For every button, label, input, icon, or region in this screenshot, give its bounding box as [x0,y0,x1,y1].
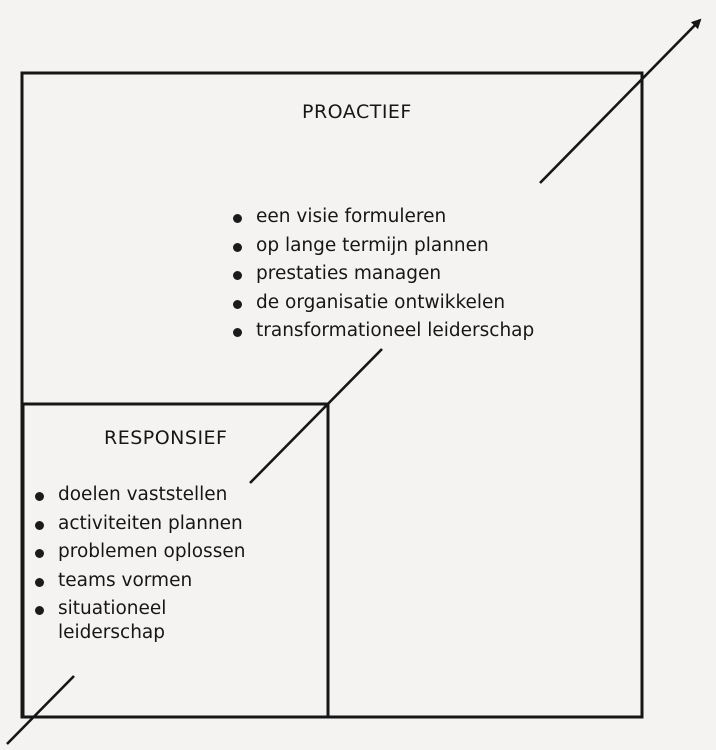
proactive-item-leadership: transformationeel leiderschap [230,319,534,348]
responsive-item-problems: problemen oplossen [32,540,268,569]
proactive-item-long-term-planning: op lange termijn plannen [230,234,534,263]
proactive-item-performance: prestaties managen [230,262,534,291]
proactive-item-vision: een visie formuleren [230,205,534,234]
responsive-item-teams: teams vormen [32,569,268,598]
arrow-segment-upper [540,20,700,183]
responsive-item-leadership: situationeel leiderschap [32,597,268,645]
arrow-segment-lower [7,676,74,744]
responsive-item-goals: doelen vaststellen [32,483,268,512]
responsive-list [32,483,268,645]
proactive-title: PROACTIEF [302,101,412,123]
responsive-title: RESPONSIEF [104,427,228,449]
proactive-item-organization: de organisatie ontwikkelen [230,291,534,320]
proactive-list [230,205,534,348]
responsive-item-activities: activiteiten plannen [32,512,268,541]
arrow-segment-middle [250,349,382,483]
